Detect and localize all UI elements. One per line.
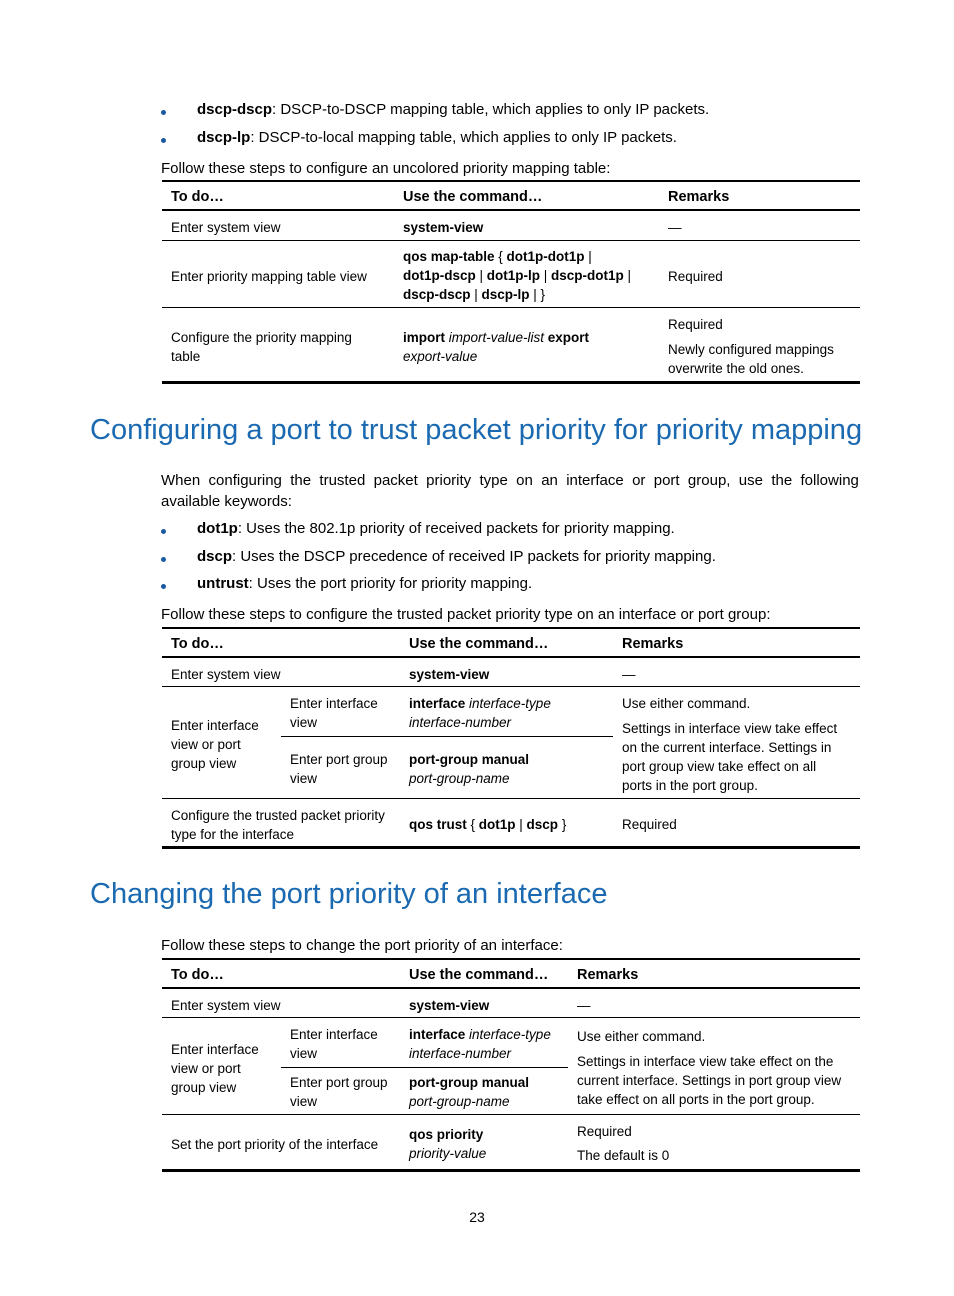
bullet-text: : DSCP-to-local mapping table, which applies to only IP packets. — [250, 129, 677, 146]
table1-intro: Follow these steps to configure an uncolored priority mapping table: — [161, 160, 611, 177]
col-header-remarks: Remarks — [668, 189, 730, 205]
cell-command: qos map-table { dot1p-dot1p | dot1p-dscp | dot1p-lp | dscp-dot1p | dscp-dscp | dscp-lp | } — [403, 249, 632, 302]
cell-command: port-group manual port-group-name — [409, 752, 529, 786]
header-rule — [162, 987, 860, 989]
cell-command: system-view — [409, 667, 490, 682]
cell-remarks: — — [622, 667, 636, 682]
table-bottom-rule — [162, 1169, 860, 1172]
section-paragraph-cont: available keywords: — [161, 493, 292, 510]
cell-remarks: Use either command. Settings in interface view take effect on the current interface. Settings in port group view take effect on all ports in the port group. — [622, 696, 838, 793]
cell-command: qos trust { dot1p | dscp } — [409, 817, 567, 832]
cell-group-todo: Enter interface view or port group view — [171, 1042, 259, 1095]
table2-intro: Follow these steps to configure the trusted packet priority type on an interface or port group: — [161, 606, 771, 623]
cell-todo: Enter system view — [171, 220, 281, 235]
cell-todo: Enter system view — [171, 998, 281, 1013]
cell-todo: Configure the trusted packet priority type for the interface — [171, 808, 385, 842]
table3-intro: Follow these steps to change the port priority of an interface: — [161, 937, 563, 954]
cell-command: import import-value-list export export-value — [403, 330, 590, 364]
bullet-text: : DSCP-to-DSCP mapping table, which applies to only IP packets. — [272, 101, 710, 118]
bullet-dot — [161, 557, 166, 562]
col-header-todo: To do… — [171, 189, 224, 205]
cell-subtodo: Enter interface view — [290, 696, 378, 730]
col-header-todo: To do… — [171, 967, 224, 983]
header-rule — [162, 656, 860, 658]
bullet-item — [197, 101, 709, 118]
table-top-rule — [162, 958, 860, 960]
bullet-keyword: dscp-dscp — [197, 101, 273, 118]
row-divider — [162, 1017, 860, 1018]
bullet-keyword: dscp-lp — [197, 129, 251, 146]
cell-todo: Enter system view — [171, 667, 281, 682]
col-header-todo: To do… — [171, 636, 224, 652]
bullet-item — [197, 129, 677, 146]
bullet-item: dscp: Uses the DSCP precedence of received IP packets for priority mapping. — [197, 548, 716, 565]
section-heading: Configuring a port to trust packet priority for priority mapping — [90, 414, 863, 446]
cell-subtodo: Enter port group view — [290, 1075, 388, 1109]
cell-todo: Configure the priority mapping table — [171, 330, 352, 364]
cell-subtodo: Enter port group view — [290, 752, 388, 786]
subrow-divider — [281, 736, 613, 737]
table-top-rule — [162, 180, 860, 182]
cell-command: qos priority priority-value — [409, 1127, 487, 1161]
row-divider — [162, 686, 860, 687]
col-header-command: Use the command… — [409, 967, 549, 983]
cell-command: port-group manual port-group-name — [409, 1075, 529, 1109]
cell-remarks: Required Newly configured mappings overwrite the old ones. — [668, 317, 834, 376]
cell-remarks: — — [668, 220, 682, 235]
cell-remarks: — — [577, 998, 591, 1013]
table-bottom-rule — [162, 381, 860, 384]
cell-command: system-view — [409, 998, 490, 1013]
bullet-item: dot1p: Uses the 802.1p priority of received packets for priority mapping. — [197, 520, 675, 537]
cell-remarks: Required — [622, 817, 677, 832]
section-paragraph: When configuring the trusted packet priority type on an interface or port group, use the following — [161, 472, 859, 489]
cell-remarks: Required The default is 0 — [577, 1124, 670, 1163]
cell-subtodo: Enter interface view — [290, 1027, 378, 1061]
col-header-command: Use the command… — [409, 636, 549, 652]
cell-command: interface interface-type interface-number — [409, 1027, 551, 1061]
table-bottom-rule — [162, 846, 860, 849]
bullet-dot — [161, 110, 166, 115]
col-header-command: Use the command… — [403, 189, 543, 205]
subrow-divider — [281, 1067, 568, 1068]
cell-command: interface interface-type interface-number — [409, 696, 551, 730]
cell-command: system-view — [403, 220, 484, 235]
row-divider — [162, 240, 860, 241]
row-divider — [162, 798, 860, 799]
section-heading: Changing the port priority of an interface — [90, 878, 608, 910]
cell-todo: Set the port priority of the interface — [171, 1137, 379, 1152]
cell-remarks: Use either command. Settings in interface view take effect on the current interface. Settings in port group view take effect on all ports in the port group. — [577, 1029, 842, 1107]
row-divider — [162, 307, 860, 308]
bullet-dot — [161, 138, 166, 143]
cell-todo: Enter priority mapping table view — [171, 269, 367, 284]
col-header-remarks: Remarks — [577, 967, 639, 983]
header-rule — [162, 209, 860, 211]
page-number: 23 — [469, 1209, 485, 1225]
row-divider — [162, 1114, 860, 1115]
bullet-dot — [161, 584, 166, 589]
bullet-item: untrust: Uses the port priority for priority mapping. — [197, 575, 533, 592]
cell-group-todo: Enter interface view or port group view — [171, 718, 259, 771]
bullet-dot — [161, 529, 166, 534]
cell-remarks: Required — [668, 269, 723, 284]
col-header-remarks: Remarks — [622, 636, 684, 652]
table-top-rule — [162, 627, 860, 629]
